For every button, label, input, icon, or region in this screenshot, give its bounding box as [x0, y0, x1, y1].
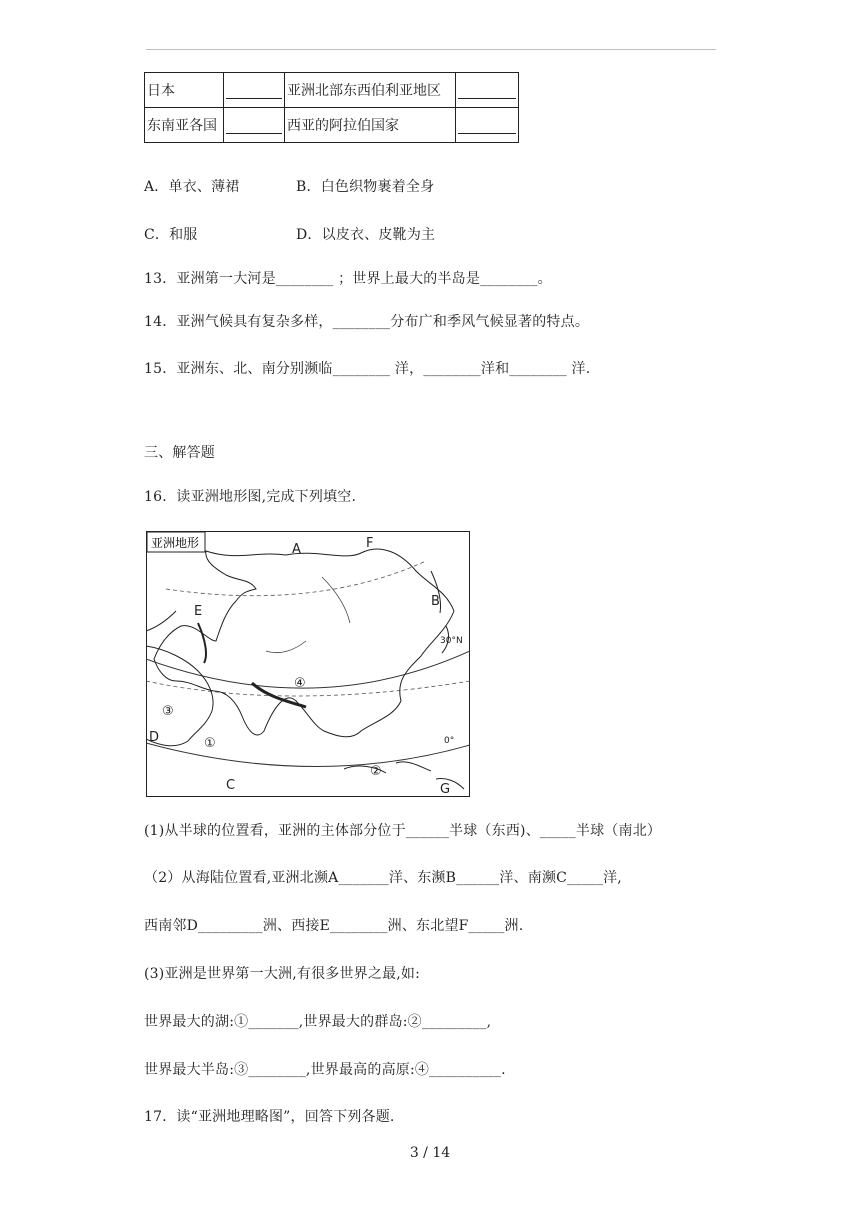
map-title: 亚洲地形	[151, 536, 200, 550]
answer-blank-cell	[456, 108, 519, 143]
region-cell: 日本	[145, 73, 224, 108]
question-17: 17．读“亚洲地理略图”，回答下列各题.	[144, 1109, 395, 1125]
question-14: 14．亚洲气候具有复杂多样，________分布广和季风气候显著的特点。	[144, 314, 590, 330]
option-c: C．和服	[144, 227, 198, 243]
region-cell: 西亚的阿拉伯国家	[285, 108, 456, 143]
question-16-3b: 世界最大半岛:③________,世界最高的高原:④__________.	[144, 1062, 506, 1078]
table-row	[145, 108, 519, 143]
question-15: 15．亚洲东、北、南分别濒临________ 洋，________洋和________ 洋.	[144, 361, 591, 377]
question-16-2b: 西南邻D_________洲、西接E________洲、东北望F_____洲.	[144, 918, 524, 934]
lat-30n-label: 30°N	[440, 636, 463, 646]
section-heading: 三、解答题	[144, 445, 215, 461]
lat-0-label: 0°	[444, 736, 455, 746]
region-cell: 亚洲北部东西伯利亚地区	[285, 73, 456, 108]
answer-blank-cell	[456, 73, 519, 108]
answer-blank-cell	[224, 73, 285, 108]
answer-blank-cell	[224, 108, 285, 143]
marker-2: ②	[370, 764, 382, 779]
ocean-label-b: B	[431, 594, 440, 609]
region-cell: 东南亚各国	[145, 108, 224, 143]
question-16-3a: 世界最大的湖:①_______,世界最大的群岛:②_________,	[144, 1014, 492, 1030]
question-16-3: (3)亚洲是世界第一大洲,有很多世界之最,如:	[144, 966, 421, 982]
option-b: B．白色织物裹着全身	[296, 179, 435, 195]
continent-label-g: G	[440, 782, 451, 797]
question-16-1: (1)从半球的位置看，亚洲的主体部分位于______半球（东西)、_____半球（南北）	[144, 823, 662, 839]
continent-label-f: F	[366, 536, 374, 551]
table-row	[145, 73, 519, 108]
continent-label-d: D	[149, 730, 160, 745]
question-16-2a: （2）从海陆位置看,亚洲北濒A_______洋、东濒B______洋、南濒C_____洋,	[144, 870, 622, 886]
continent-label-e: E	[194, 604, 203, 619]
marker-1: ①	[204, 736, 216, 751]
page-number: 3 / 14	[409, 1145, 451, 1161]
ocean-label-c: C	[226, 778, 236, 793]
option-d: D．以皮衣、皮靴为主	[296, 227, 436, 243]
ocean-label-a: A	[292, 542, 301, 557]
question-16: 16．读亚洲地形图,完成下列填空.	[144, 489, 357, 505]
clothing-region-table	[144, 72, 519, 143]
option-a: A．单衣、薄裙	[144, 179, 240, 195]
marker-4: ④	[294, 676, 306, 691]
marker-3: ③	[162, 704, 174, 719]
asia-terrain-map	[146, 531, 470, 797]
header-rule	[146, 49, 716, 50]
question-13: 13．亚洲第一大河是________ ；世界上最大的半岛是________。	[144, 271, 552, 287]
